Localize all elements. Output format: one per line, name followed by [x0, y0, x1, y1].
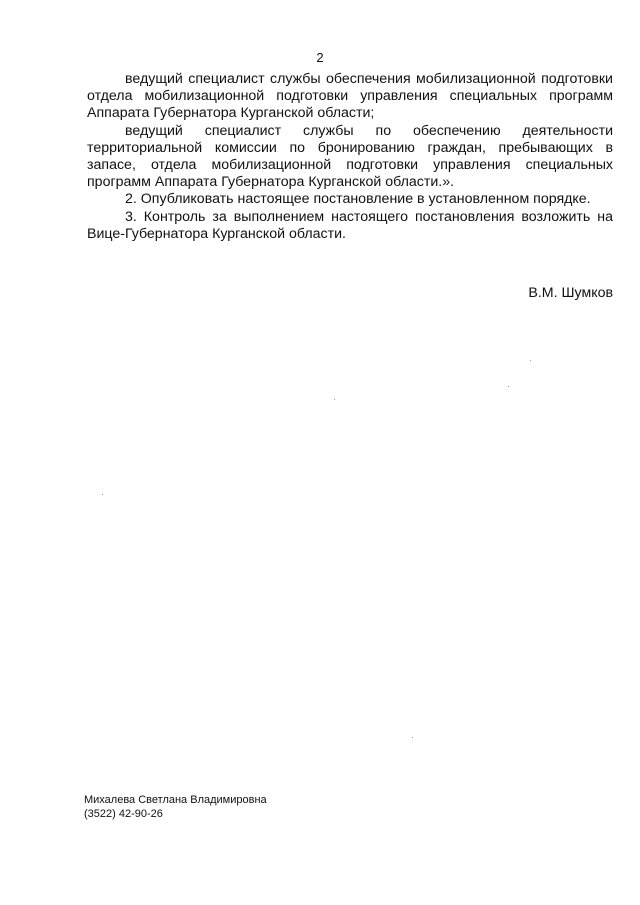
- executor-block: [84, 793, 267, 821]
- paragraph-specialist-reservation: ведущий специалист службы по обеспечению деятельности территориальной комиссии по бронированию граждан, пребывающих в запасе, отдела мобилизационной подготовки управления специальных программ Аппарата Губернатора Курганской области.».: [87, 122, 613, 191]
- scan-speck: [334, 399, 335, 400]
- executor-phone: (3522) 42-90-26: [84, 808, 163, 820]
- signature-name: В.М. Шумков: [528, 285, 613, 301]
- paragraph-specialist-mobilization: ведущий специалист службы обеспечения мобилизационной подготовки отдела мобилизационной подготовки управления специальных программ Аппарата Губернатора Курганской области;: [87, 71, 613, 122]
- scan-speck: [530, 360, 531, 361]
- scan-speck: [412, 737, 413, 738]
- scan-speck: [508, 386, 509, 387]
- paragraph-publish: 2. Опубликовать настоящее постановление в установленном порядке.: [125, 191, 591, 208]
- paragraph-control: 3. Контроль за выполнением настоящего постановления возложить на Вице-Губернатора Курганской области.: [87, 208, 613, 242]
- page-number: 2: [316, 50, 324, 65]
- executor-name: Михалева Светлана Владимировна: [84, 794, 267, 806]
- document-body: [87, 71, 613, 243]
- scan-speck: [102, 494, 103, 495]
